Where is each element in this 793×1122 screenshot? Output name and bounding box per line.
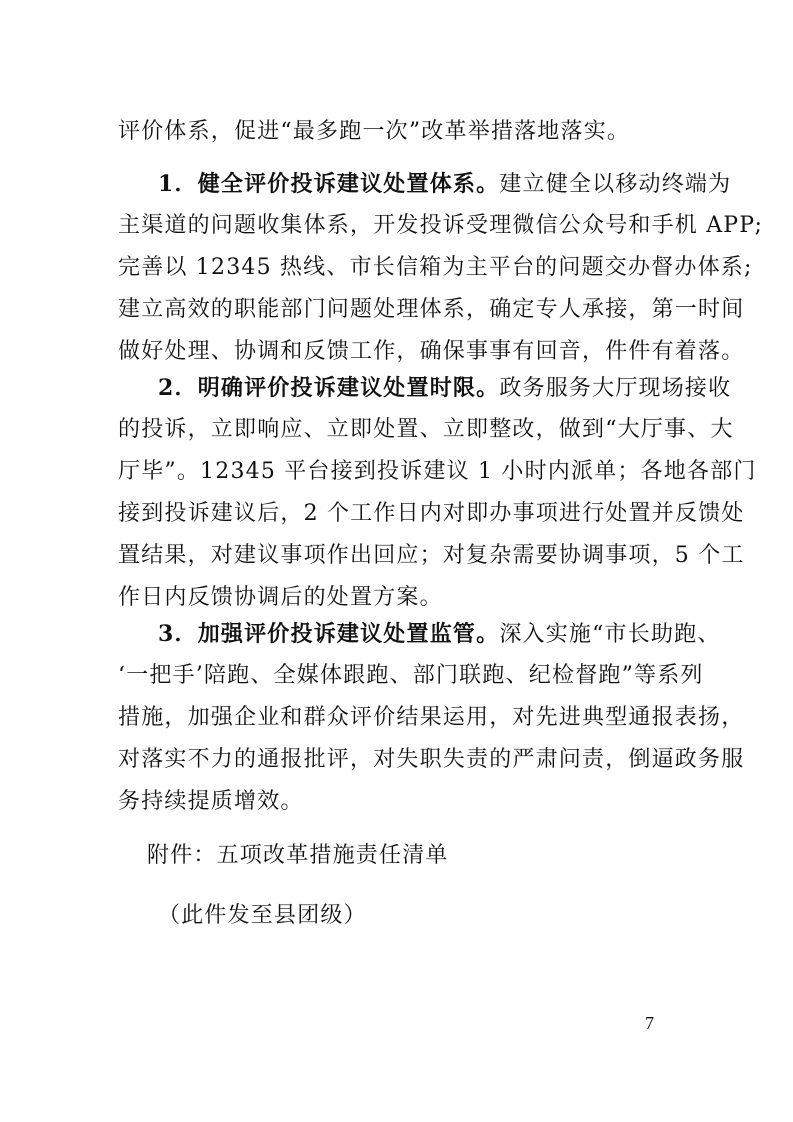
section-3-line: 措施，加强企业和群众评价结果运用，对先进典型通报表扬， <box>118 705 745 730</box>
section-2-first-line <box>158 373 738 404</box>
section-3-heading: 3．加强评价投诉建议处置监管。 <box>158 621 500 647</box>
intro-paragraph-line: 评价体系，促进“最多跑一次”改革举措落地落实。 <box>118 119 631 144</box>
section-3-first-line <box>158 619 738 650</box>
section-2-line: 的投诉，立即响应、立即处置、立即整改，做到“大厅事、大 <box>118 417 734 442</box>
page-number: 7 <box>645 1013 654 1033</box>
section-1-first-line <box>158 169 738 200</box>
attachment-line: 附件：五项改革措施责任清单 <box>147 843 449 868</box>
section-3-line: 对落实不力的通报批评，对失职失责的严肃问责，倒逼政务服 <box>118 747 745 772</box>
section-3-text: 深入实施“市长助跑、 <box>499 622 721 647</box>
section-1-line: 完善以 12345 热线、市长信箱为主平台的问题交办督办体系; <box>118 255 753 280</box>
section-2-line: 作日内反馈协调后的处置方案。 <box>118 585 443 610</box>
section-2-line: 置结果，对建议事项作出回应；对复杂需要协调事项，5 个工 <box>118 543 745 568</box>
section-1-line: 主渠道的问题收集体系，开发投诉受理微信公众号和手机 APP; <box>118 213 764 238</box>
distribution-note: （此件发至县团级） <box>158 903 367 928</box>
section-2-line: 接到投诉建议后，2 个工作日内对即办事项进行处置并反馈处 <box>118 501 745 526</box>
section-2-text: 政务服务大厅现场接收 <box>499 376 732 401</box>
section-1-line: 建立高效的职能部门问题处理体系，确定专人承接，第一时间 <box>118 297 745 322</box>
section-2-line: 厅毕”。12345 平台接到投诉建议 1 小时内派单；各地各部门 <box>118 459 757 484</box>
section-1-text: 建立健全以移动终端为 <box>499 172 732 197</box>
section-1-line: 做好处理、协调和反馈工作，确保事事有回音，件件有着落。 <box>118 339 745 364</box>
section-1-heading: 1．健全评价投诉建议处置体系。 <box>158 171 500 197</box>
section-2-heading: 2．明确评价投诉建议处置时限。 <box>158 375 500 401</box>
section-3-line: 务持续提质增效。 <box>118 789 304 814</box>
section-3-line: ‘一把手’陪跑、全媒体跟跑、部门联跑、纪检督跑”等系列 <box>118 663 704 688</box>
